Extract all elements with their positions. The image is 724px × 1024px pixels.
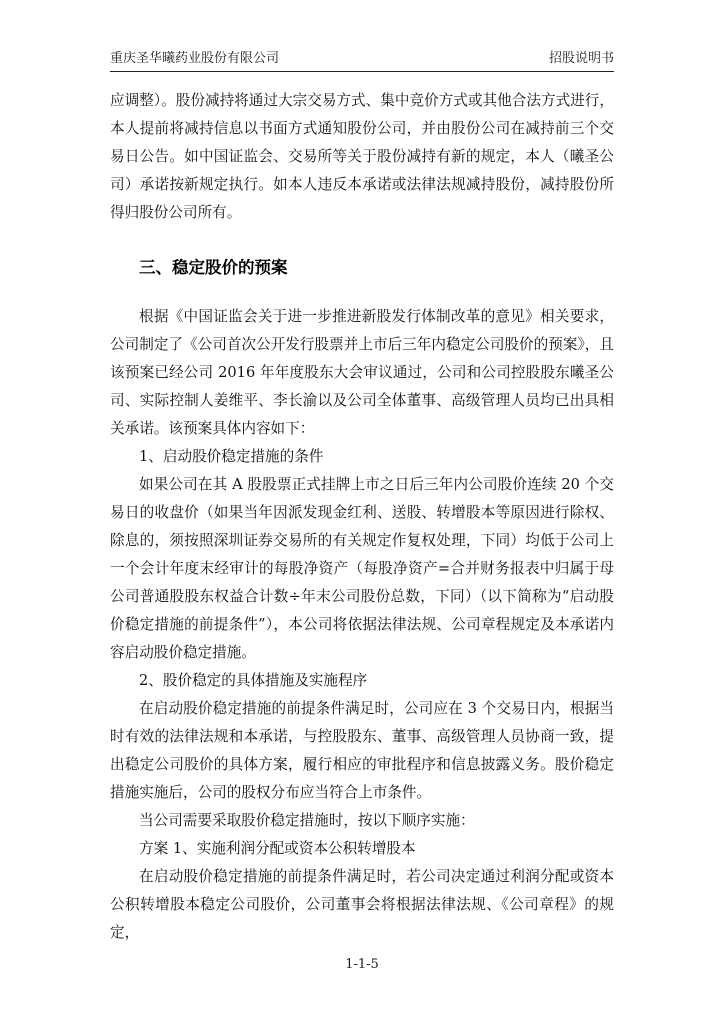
header-company-name: 重庆圣华曦药业股份有限公司 (110, 51, 280, 66)
paragraph-continuation: 应调整）。股份减持将通过大宗交易方式、集中竞价方式或其他合法方式进行，本人提前将减持信息以书面方式通知股份公司，并由股份公司在减持前三个交易日公告。如中国证监会、交易所等关于股份减持有新的规定，本人（曦圣公司）承诺按新规定执行。如本人违反本承诺或法律法规减持股份，减持股份所得归股份公司所有。 (110, 92, 614, 221)
document-body (110, 87, 614, 947)
header-divider (110, 71, 614, 72)
header-document-type: 招股说明书 (548, 51, 614, 66)
paragraph-conditions: 如果公司在其 A 股股票正式挂牌上市之日后三年内公司股价连续 20 个交易日的收盘价（如果当年因派发现金红利、送股、转增股本等原因进行除权、除息的，须按照深圳证券交易所的有关规定作复权处理，下同）均低于公司上一个会计年度末经审计的每股净资产（每股净资产=合并财务报表中归属于母公司普通股股东权益合计数÷年末公司股份总数，下同）（以下简称为“启动股价稳定措施的前提条件”），本公司将依据法律法规、公司章程规定及本承诺内容启动股价稳定措施。 (110, 476, 614, 661)
section-title: 三、稳定股价的预案 (139, 258, 288, 277)
paragraph-intro: 根据《中国证监会关于进一步推进新股发行体制改革的意见》相关要求，公司制定了《公司首次公开发行股票并上市后三年内稳定公司股价的预案》，且该预案已经公司 2016 年年度股东大会审议通过，公司和公司控股股东曦圣公司、实际控制人姜维平、李长渝以及公司全体董事、高级管理人员均已出具相关承诺。该预案具体内容如下： (110, 308, 614, 437)
paragraph-order: 当公司需要采取股价稳定措施时，按以下顺序实施： (139, 812, 475, 829)
page-header (110, 48, 614, 70)
subheading-conditions: 1、启动股价稳定措施的条件 (139, 448, 324, 465)
page-number: 1-1-5 (345, 957, 379, 972)
subheading-plan-1: 方案 1、实施利润分配或资本公积转增股本 (139, 840, 416, 857)
subheading-measures: 2、股价稳定的具体措施及实施程序 (139, 672, 368, 689)
paragraph-plan-1: 在启动股价稳定措施的前提条件满足时，若公司决定通过利润分配或资本公积转增股本稳定公司股价，公司董事会将根据法律法规、《公司章程》的规定， (110, 868, 614, 941)
paragraph-measures: 在启动股价稳定措施的前提条件满足时，公司应在 3 个交易日内，根据当时有效的法律法规和本承诺，与控股股东、董事、高级管理人员协商一致，提出稳定公司股价的具体方案，履行相应的审批程序和信息披露义务。股价稳定措施实施后，公司的股权分布应当符合上市条件。 (110, 700, 614, 801)
